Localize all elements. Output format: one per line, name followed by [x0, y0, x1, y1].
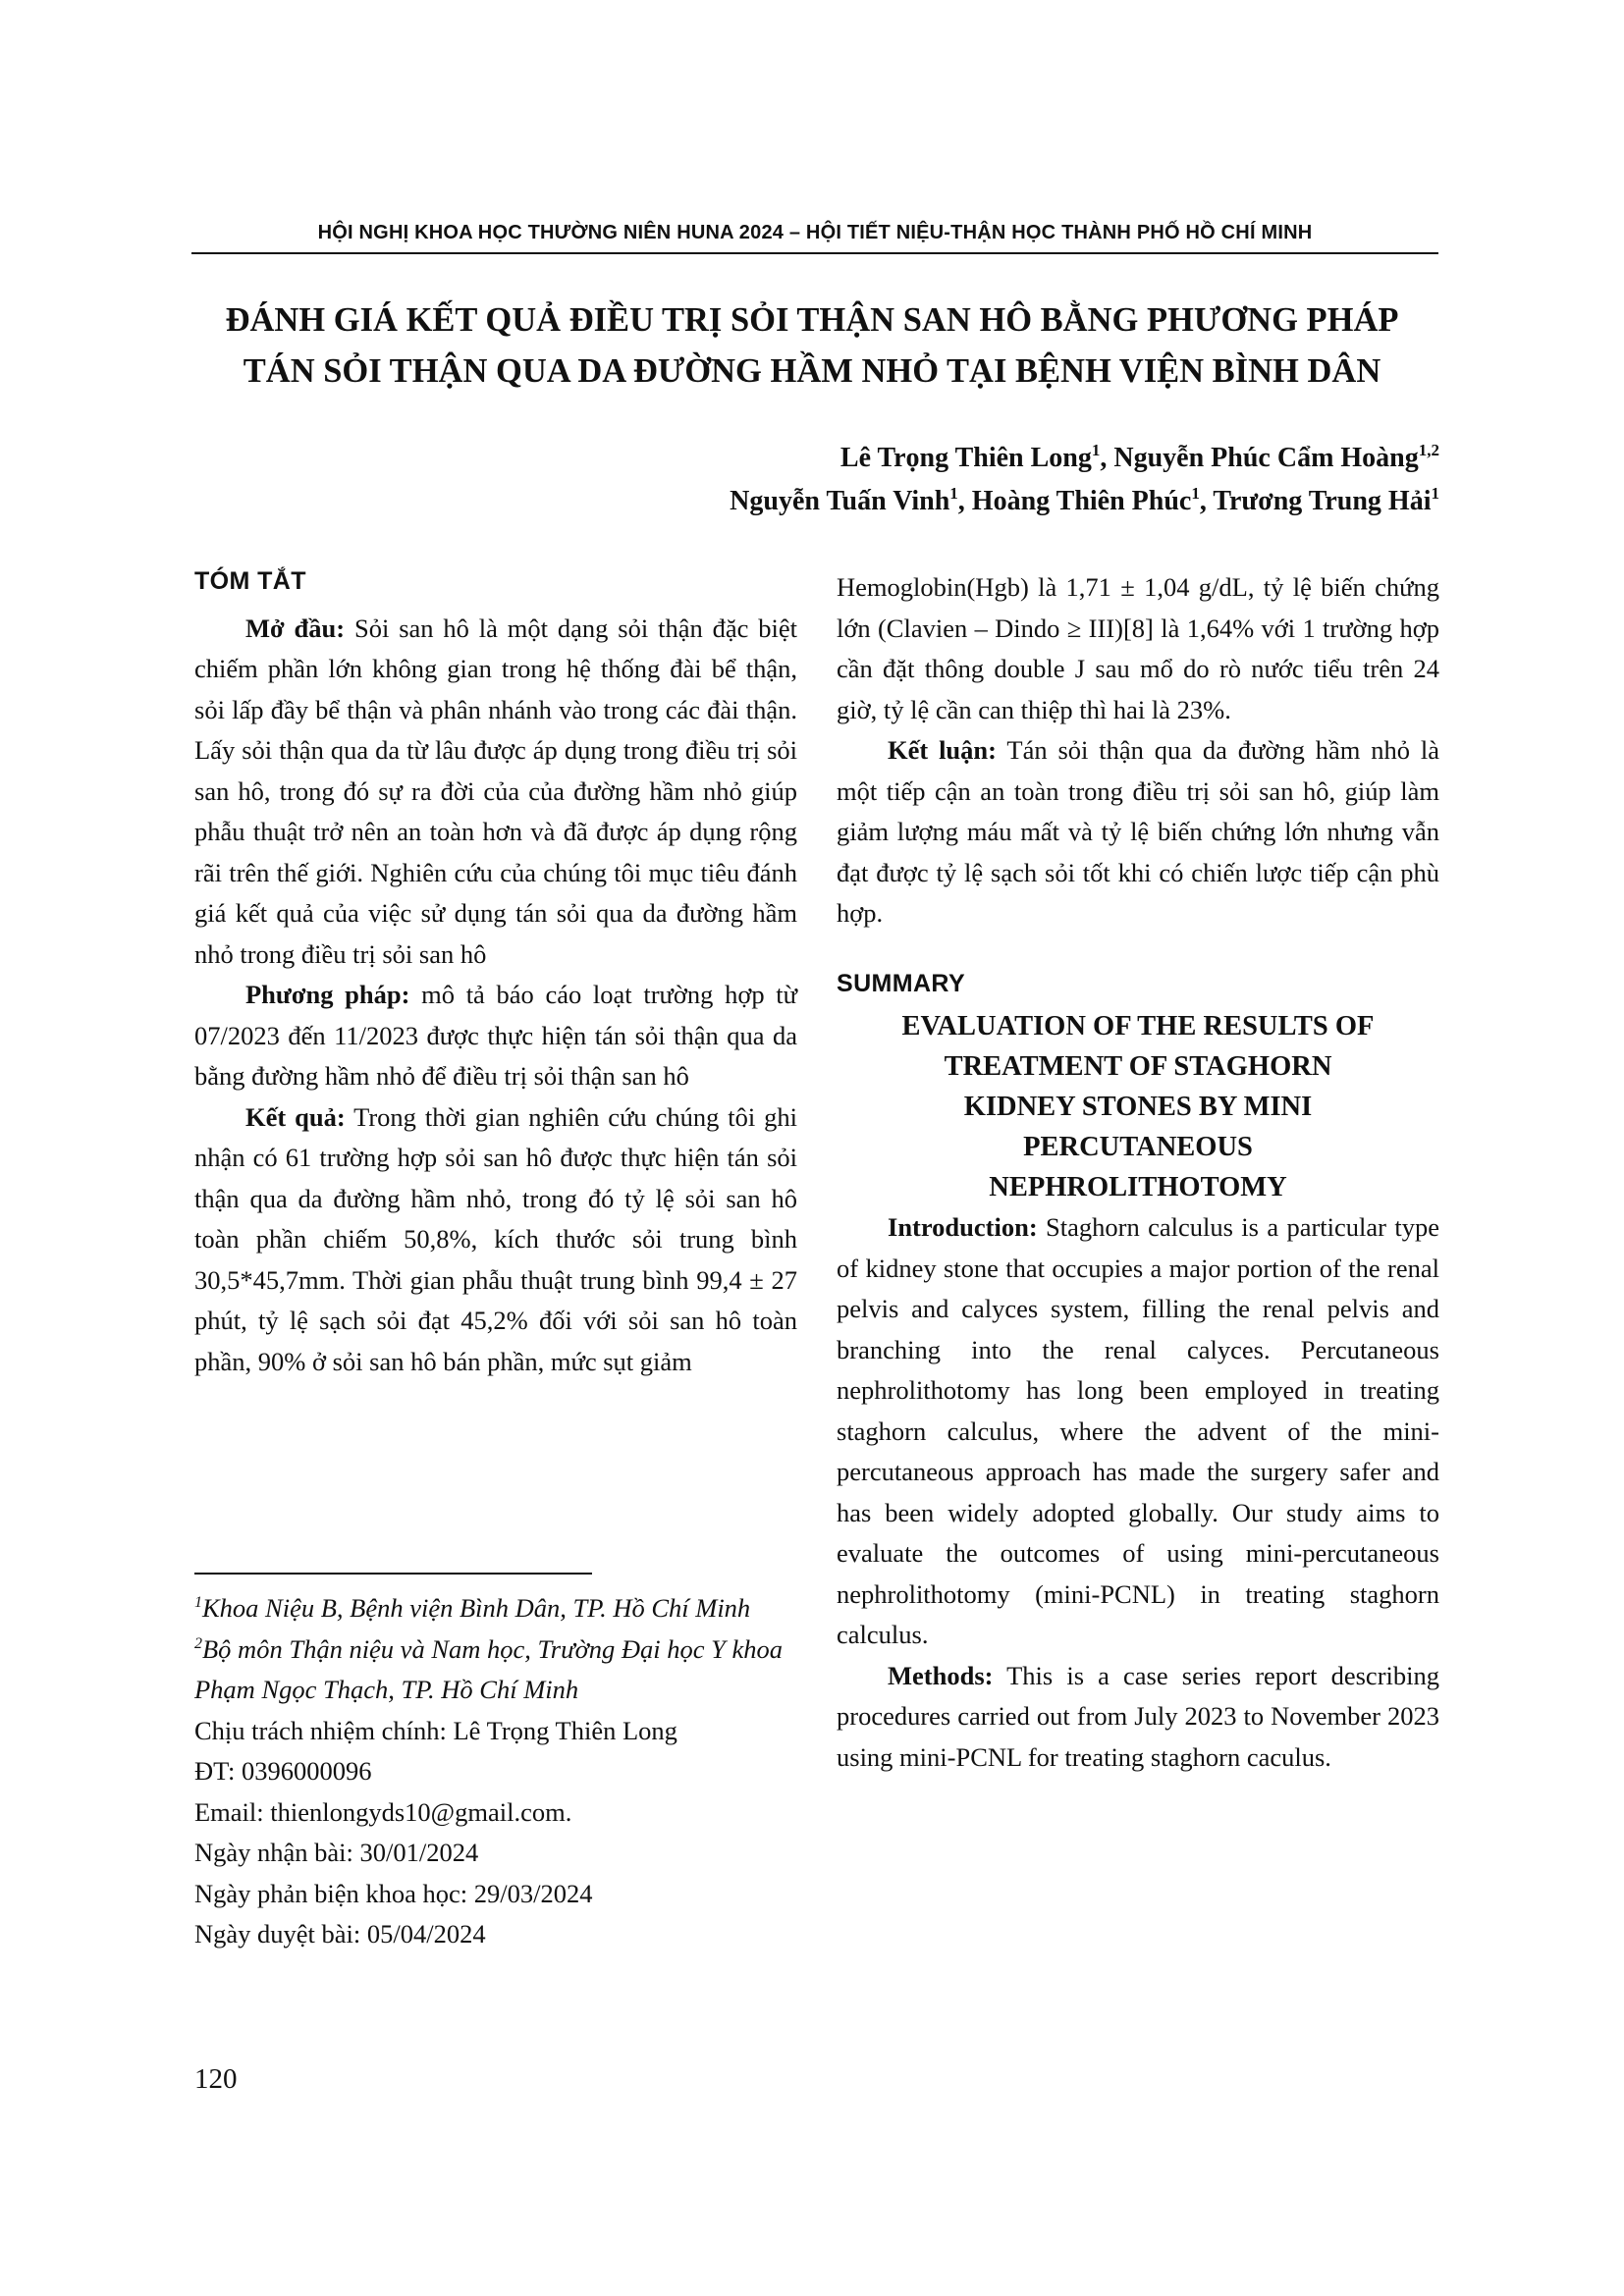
methods-text: mô tả báo cáo loạt trường hợp từ 07/2023 đến 11/2023 được thực hiện tán sỏi thận qua da bằng đường hầm nhỏ để điều trị sỏi thận san hô	[194, 980, 798, 1091]
author-list	[730, 437, 1439, 523]
introduction-text: Staghorn calculus is a particular type of kidney stone that occupies a major portion of the renal pelvis and calyces system, filling the renal pelvis and branching into the renal calyces. Percutaneous nephrolithotomy has long been employed in treating staghorn calculus, where the advent of the mini-percutaneous approach has made the surgery safer and has been widely adopted globally. Our study aims to evaluate the outcomes of using mini-percutaneous nephrolithotomy (mini-PCNL) in treating staghorn calculus.	[837, 1212, 1439, 1649]
author-line-2	[730, 480, 1439, 523]
summary-heading: SUMMARY	[837, 969, 966, 997]
footnote-affiliation-2	[194, 1629, 797, 1711]
article-title-line-1: ĐÁNH GIÁ KẾT QUẢ ĐIỀU TRỊ SỎI THẬN SAN HÔ BẰNG PHƯƠNG PHÁP	[225, 301, 1399, 339]
corresponding-author: Chịu trách nhiệm chính: Lê Trọng Thiên Long	[194, 1715, 677, 1745]
english-title-line: KIDNEY STONES BY MINI	[963, 1092, 1313, 1122]
footnote-text: Bộ môn Thận niệu và Nam học, Trường Đại học Y khoa Phạm Ngọc Thạch, TP. Hồ Chí Minh	[194, 1633, 783, 1704]
english-title-line: EVALUATION OF THE RESULTS OF	[901, 1011, 1375, 1041]
left-column	[194, 561, 797, 1382]
english-title-line: TREATMENT OF STAGHORN	[944, 1051, 1332, 1082]
author-affiliation-mark: 1	[1191, 484, 1200, 503]
intro-text: Sỏi san hô là một dạng sỏi thận đặc biệt chiếm phần lớn không gian trong hệ thống đài bể thận, sỏi lấp đầy bể thận và phân nhánh vào trong các đài thận. Lấy sỏi thận qua da từ lâu được áp dụng trong điều trị sỏi san hô, trong đó sự ra đời của của đường hầm nhỏ giúp phẫu thuật trở nên an toàn hơn và đã được áp dụng rộng rãi trên thế giới. Nghiên cứu của chúng tôi mục tiêu đánh giá kết quả của việc sử dụng tán sỏi qua da đường hầm nhỏ trong điều trị sỏi san hô	[194, 613, 797, 969]
right-column	[837, 567, 1439, 1778]
english-title-line: NEPHROLITHOTOMY	[989, 1172, 1287, 1202]
article-title	[147, 294, 1477, 397]
abstract-results-continued: Hemoglobin(Hgb) là 1,71 ± 1,04 g/dL, tỷ lệ biến chứng lớn (Clavien – Dindo ≥ III)[8] là 1,64% với 1 trường hợp cần đặt thông double J sau mổ do rò nước tiểu trên 24 giờ, tỷ lệ cần can thiệp thì hai là 23%.	[837, 572, 1439, 724]
author-affiliation-mark: 1	[1091, 441, 1101, 459]
article-title-line-2: TÁN SỎI THẬN QUA DA ĐƯỜNG HẦM NHỎ TẠI BỆNH VIỆN BÌNH DÂN	[243, 352, 1381, 390]
footnote-divider	[194, 1573, 592, 1575]
conclusion-label: Kết luận:	[888, 735, 997, 765]
footnote-affiliation-1	[194, 1588, 797, 1629]
author-affiliation-mark: 1,2	[1418, 441, 1439, 459]
summary-intro-paragraph	[837, 1207, 1439, 1656]
author-line-1	[730, 437, 1439, 480]
results-label: Kết quả:	[245, 1101, 346, 1132]
date-received: Ngày nhận bài: 30/01/2024	[194, 1838, 479, 1867]
date-accepted: Ngày duyệt bài: 05/04/2024	[194, 1919, 486, 1949]
introduction-label: Introduction:	[888, 1212, 1038, 1242]
email-address: Email: thienlongyds10@gmail.com.	[194, 1796, 572, 1827]
abstract-methods-paragraph	[194, 975, 797, 1097]
running-header: HỘI NGHỊ KHOA HỌC THƯỜNG NIÊN HUNA 2024 – HỘI TIẾT NIỆU-THẬN HỌC THÀNH PHỐ HỒ CHÍ MINH	[191, 222, 1438, 254]
author-affiliation-mark: 1	[949, 484, 958, 503]
methods-label-en: Methods:	[888, 1660, 994, 1690]
abstract-heading: TÓM TẮT	[194, 567, 306, 595]
footnote-mark: 1	[194, 1594, 202, 1611]
author-separator: ,	[957, 486, 972, 516]
abstract-results-paragraph	[194, 1097, 797, 1383]
author-separator: ,	[1199, 486, 1214, 516]
results-text: Trong thời gian nghiên cứu chúng tôi ghi nhận có 61 trường hợp sỏi san hô được thực hiện tán sỏi thận qua da đường hầm nhỏ, trong đó tỷ lệ sỏi san hô toàn phần chiếm 50,8%, kích thước sỏi trung bình 30,5*45,7mm. Thời gian phẫu thuật trung bình 99,4 ± 27 phút, tỷ lệ sạch sỏi đạt 45,2% đối với sỏi san hô toàn phần, 90% ở sỏi san hô bán phần, mức sụt giảm	[194, 1101, 797, 1376]
author-affiliation-mark: 1	[1431, 484, 1439, 503]
footnotes	[194, 1588, 797, 1955]
footnote-mark: 2	[194, 1634, 202, 1652]
author-name: Nguyễn Phúc Cẩm Hoàng	[1113, 443, 1419, 473]
author-name: Hoàng Thiên Phúc	[971, 486, 1192, 516]
methods-text-en: This is a case series report describing procedures carried out from July 2023 to November 2023 using mini-PCNL for treating staghorn caculus.	[837, 1660, 1439, 1772]
conclusion-text: Tán sỏi thận qua da đường hầm nhỏ là một tiếp cận an toàn trong điều trị sỏi san hô, giúp làm giảm lượng máu mất và tỷ lệ biến chứng lớn nhưng vẫn đạt được tỷ lệ sạch sỏi tốt khi có chiến lược tiếp cận phù hợp.	[837, 735, 1439, 928]
english-title	[837, 1006, 1439, 1207]
abstract-intro-paragraph	[194, 609, 797, 976]
date-reviewed: Ngày phản biện khoa học: 29/03/2024	[194, 1878, 593, 1908]
summary-methods-paragraph	[837, 1656, 1439, 1779]
author-separator: ,	[1100, 443, 1114, 473]
author-name: Lê Trọng Thiên Long	[839, 443, 1092, 473]
phone-number: ĐT: 0396000096	[194, 1756, 372, 1786]
intro-label: Mở đầu:	[245, 613, 346, 643]
author-name: Nguyễn Tuấn Vinh	[730, 486, 950, 516]
abstract-conclusion-paragraph	[837, 730, 1439, 934]
methods-label: Phương pháp:	[245, 980, 410, 1009]
english-title-line: PERCUTANEOUS	[1023, 1132, 1253, 1162]
page-number: 120	[194, 2063, 238, 2095]
author-name: Trương Trung Hải	[1213, 486, 1432, 516]
footnote-text: Khoa Niệu B, Bệnh viện Bình Dân, TP. Hồ Chí Minh	[202, 1593, 751, 1623]
